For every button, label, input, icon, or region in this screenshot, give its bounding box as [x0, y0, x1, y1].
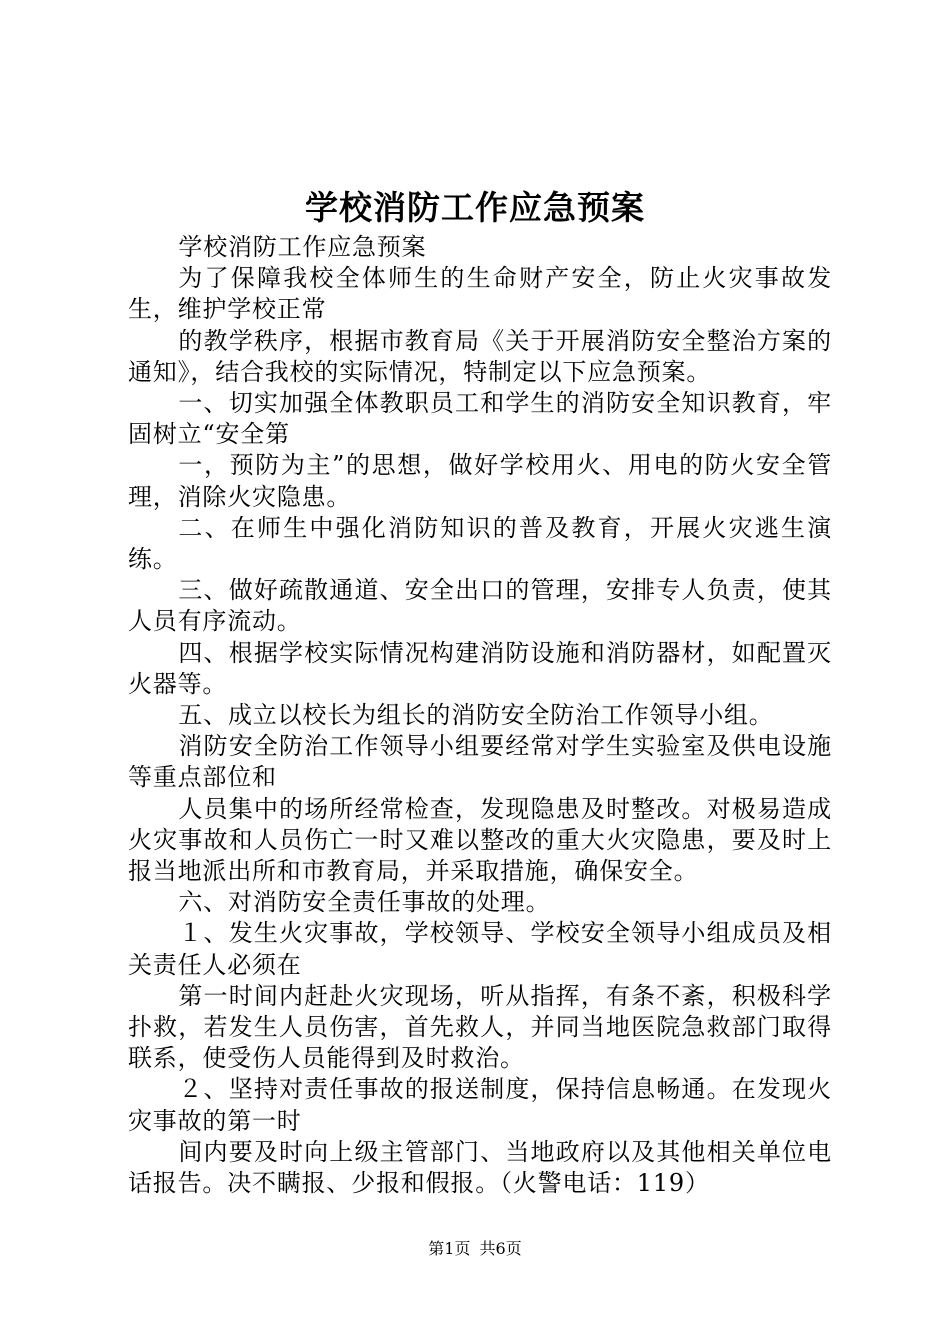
paragraph: ２、坚持对责任事故的报送制度，保持信息畅通。在发现火灾事故的第一时 — [128, 1075, 832, 1135]
document-body — [128, 232, 832, 1199]
paragraph: 人员集中的场所经常检查，发现隐患及时整改。对极易造成火灾事故和人员伤亡一时又难以整改的重大火灾隐患，要及时上报当地派出所和市教育局，并采取措施，确保安全。 — [128, 794, 832, 886]
paragraph: 二、在师生中强化消防知识的普及教育，开展火灾逃生演练。 — [128, 513, 832, 574]
paragraph: 三、做好疏散通道、安全出口的管理，安排专人负责，使其人员有序流动。 — [128, 576, 832, 636]
page-total: 共6页 — [479, 1239, 522, 1258]
paragraph: 间内要及时向上级主管部门、当地政府以及其他相关单位电话报告。决不瞒报、少报和假报。（火警电话：119） — [128, 1137, 832, 1198]
paragraph: 的教学秩序，根据市教育局《关于开展消防安全整治方案的通知》，结合我校的实际情况，特制定以下应急预案。 — [128, 326, 832, 386]
paragraph: 一，预防为主”的思想，做好学校用火、用电的防火安全管理，消除火灾隐患。 — [128, 451, 832, 511]
paragraph: 消防安全防治工作领导小组要经常对学生实验室及供电设施等重点部位和 — [128, 732, 832, 792]
paragraph: 五、成立以校长为组长的消防安全防治工作领导小组。 — [178, 701, 774, 730]
paragraph: 六、对消防安全责任事故的处理。 — [178, 888, 551, 917]
paragraph: １、发生火灾事故，学校领导、学校安全领导小组成员及相关责任人必须在 — [128, 919, 832, 979]
document-title: 学校消防工作应急预案 — [305, 188, 645, 227]
paragraph: 四、根据学校实际情况构建消防设施和消防器材，如配置灭火器等。 — [128, 638, 832, 698]
paragraph: 第一时间内赶赴火灾现场，听从指挥，有条不紊，积极科学扑救，若发生人员伤害，首先救人，并同当地医院急救部门取得联系，使受伤人员能得到及时救治。 — [128, 981, 832, 1073]
page-footer — [0, 1238, 950, 1260]
paragraph: 学校消防工作应急预案 — [178, 233, 427, 261]
paragraph: 为了保障我校全体师生的生命财产安全，防止火灾事故发生，维护学校正常 — [128, 264, 832, 324]
paragraph: 一、切实加强全体教职员工和学生的消防安全知识教育，牢固树立“安全第 — [128, 389, 832, 449]
page-number: 第1页 — [428, 1239, 471, 1258]
